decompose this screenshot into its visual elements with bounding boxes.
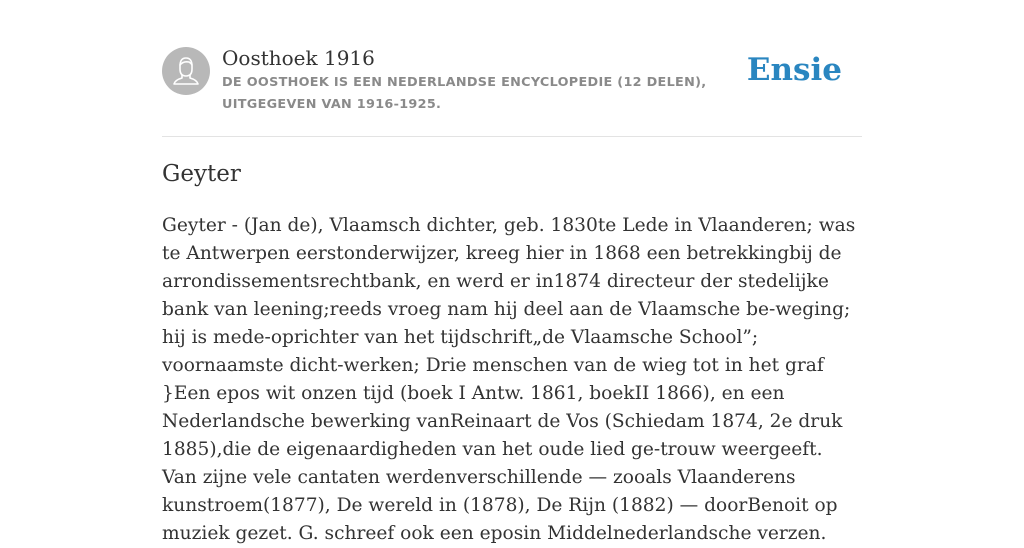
article-body: Geyter - (Jan de), Vlaamsch dichter, geb. 1830te Lede in Vlaanderen; was te Antwerpen eerstonderwijzer, kreeg hier in 1868 een betrekkingbij de arrondissementsrechtbank, en werd er in1874 directeur der stedelijke bank van leening;reeds vroeg nam hij deel aan de Vlaamsche be-weging; hij is mede-oprichter van het tijdschrift„de Vlaamsche School”; voornaamste dicht-werken; Drie menschen van de wieg tot in het graf }Een epos wit onzen tijd (boek I Antw. 1861, boekII 1866), en een Nederlandsche bewerking vanReinaart de Vos (Schiedam 1874, 2e druk 1885),die de eigenaardigheden van het oude lied ge-trouw weergeeft. Van zijne vele cantaten werdenverschillende — zooals Vlaanderens kunstroem(1877), De wereld in (1878), De Rijn (1882) — doorBenoit op muziek gezet. G. schreef ook een eposin Middelnederlandsche verzen. <box>162 215 856 544</box>
ensie-logo[interactable]: Ensie <box>746 52 842 88</box>
source-avatar[interactable] <box>162 47 210 95</box>
source-name-link[interactable]: Oosthoek 1916 <box>222 46 375 70</box>
article-title: Geyter <box>162 161 241 187</box>
source-header <box>162 44 862 137</box>
source-description: DE OOSTHOEK IS EEN NEDERLANDSE ENCYCLOPEDIE (12 DELEN), UITGEGEVEN VAN 1916-1925. <box>222 75 707 112</box>
user-icon <box>162 47 210 95</box>
